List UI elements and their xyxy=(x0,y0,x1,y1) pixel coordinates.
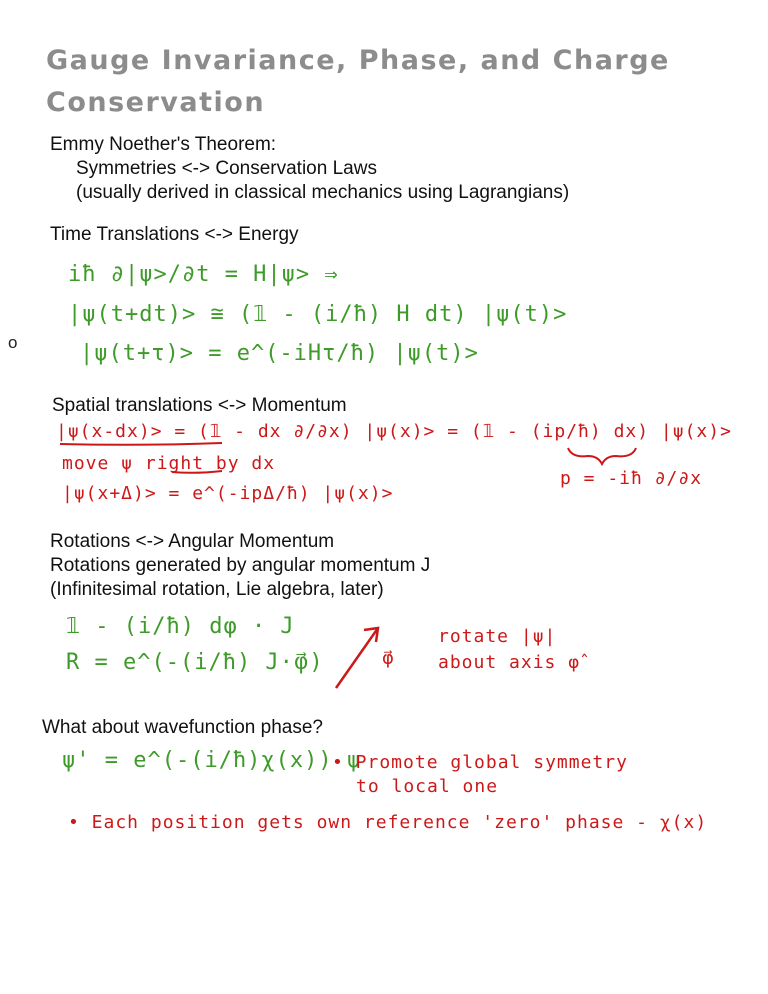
rotation-line-1: Rotations generated by angular momentum J xyxy=(50,555,431,576)
rotation-heading: Rotations <-> Angular Momentum xyxy=(50,531,335,552)
rotation-line-2: (Infinitesimal rotation, Lie algebra, later) xyxy=(50,579,384,600)
spatial-eq-infinitesimal: |ψ(x-dx)> = (𝟙 - dx ∂/∂x) |ψ(x)> = (𝟙 - (ip/ħ) dx) |ψ(x)> xyxy=(56,421,732,442)
time-heading: Time Translations <-> Energy xyxy=(50,224,299,245)
rotation-note-line-1: rotate |ψ| xyxy=(438,626,557,647)
rotation-axis-arrow xyxy=(336,628,378,688)
rotation-eq-finite: R = e^(-(i/ħ) J·φ⃗) xyxy=(66,650,324,675)
time-eq-finite: |ψ(t+τ)> = e^(-iHτ/ħ) |ψ(t)> xyxy=(80,341,479,366)
underline-right-stroke xyxy=(172,471,222,473)
spatial-heading: Spatial translations <-> Momentum xyxy=(52,395,347,416)
phase-bullet-2: • Each position gets own reference 'zero' phase - χ(x) xyxy=(68,812,708,833)
phase-eq-gauge: ψ' = e^(-(i/ħ)χ(x)) ψ xyxy=(62,748,362,773)
phase-bullet-1-line-1: • Promote global symmetry xyxy=(332,752,628,773)
margin-marker: o xyxy=(8,333,18,352)
rotation-eq-infinitesimal: 𝟙 - (i/ħ) dφ · J xyxy=(66,614,295,639)
page-title: Gauge Invariance, Phase, and Charge Conservation xyxy=(46,45,670,118)
noether-line-1: Symmetries <-> Conservation Laws xyxy=(76,158,377,179)
rotation-note-line-2: about axis φ̂ xyxy=(438,652,581,673)
phase-heading: What about wavefunction phase? xyxy=(42,717,323,738)
noether-heading: Emmy Noether's Theorem: xyxy=(50,134,277,155)
underline-ket-stroke xyxy=(60,443,222,445)
spatial-note-move: move ψ right by dx xyxy=(62,453,276,474)
noether-line-2: (usually derived in classical mechanics using Lagrangians) xyxy=(76,182,570,203)
spatial-eq-finite: |ψ(x+Δ)> = e^(-ipΔ/ħ) |ψ(x)> xyxy=(62,483,394,504)
momentum-operator: p = -iħ ∂/∂x xyxy=(560,468,703,489)
brace-stroke xyxy=(568,448,636,464)
time-eq-schrodinger: iħ ∂|ψ>/∂t = H|ψ> ⇒ xyxy=(68,262,339,287)
time-eq-infinitesimal: |ψ(t+dt)> ≅ (𝟙 - (i/ħ) H dt) |ψ(t)> xyxy=(68,302,568,327)
rotation-axis-label: φ⃗ xyxy=(382,648,395,669)
phase-bullet-1-line-2: to local one xyxy=(356,776,499,797)
